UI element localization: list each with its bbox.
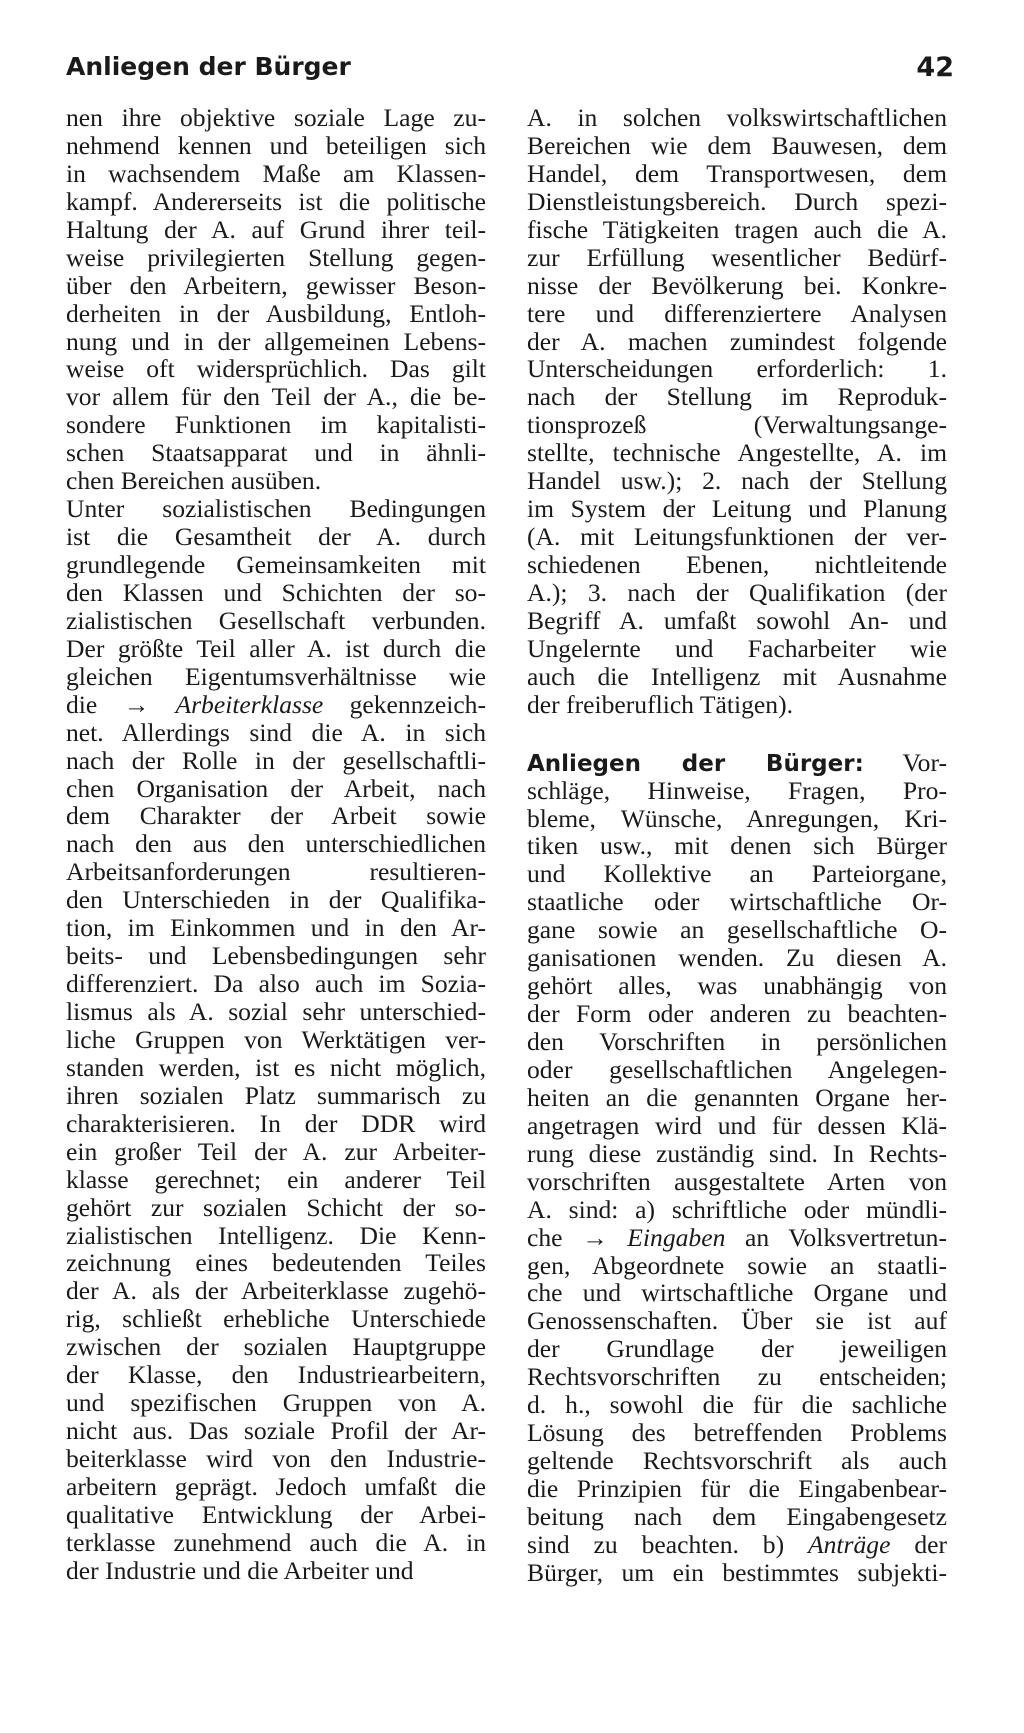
text-line: Dienstleistungsbereich. Durch spezi- [527,186,947,216]
text-line: d. h., sowohl die für die sachliche [527,1390,947,1420]
text-line: nach der Stellung im Reproduk- [527,382,947,412]
text-line: schiedenen Ebenen, nichtleitende [527,550,947,579]
text-line: ihren sozialen Platz summarisch zu [66,1080,486,1110]
text-line: Der größte Teil aller A. ist durch die [66,633,486,663]
text-line: der Form oder anderen zu beachten- [527,999,947,1029]
text-line: der Grundlage der jeweiligen [527,1334,947,1364]
text-line: den Vorschriften in persönlichen [527,1027,947,1056]
text-line: gen, Abgeordnete sowie an staatli- [527,1250,947,1280]
text-line: charakterisieren. In der DDR wird [66,1108,486,1138]
text-line: lismus als A. sozial sehr unterschied- [66,997,486,1026]
text-line: staatliche oder wirtschaftliche Or- [527,887,947,917]
text-line: Begriff A. umfaßt sowohl An- und [527,605,947,635]
line-text: gekennzeich- [323,689,486,719]
text-line: über den Arbeitern, gewisser Beson- [66,270,486,300]
text-line: nung und in der allgemeinen Lebens- [66,326,486,356]
right-column [527,104,947,1587]
text-line: derheiten in der Ausbildung, Entloh- [66,298,486,328]
text-line [527,1224,947,1252]
text-line: Rechtsvorschriften zu entscheiden; [527,1362,947,1392]
text-line: Lösung des betreffenden Problems [527,1418,947,1448]
text-line: ein großer Teil der A. zur Arbeiter- [66,1136,486,1166]
text-line: tiken usw., mit denen sich Bürger [527,831,947,861]
text-line: terklasse zunehmend auch die A. in [66,1527,486,1557]
text-line: Arbeitsanforderungen resultieren- [66,857,486,887]
text-line: bleme, Wünsche, Anregungen, Kri- [527,803,947,833]
line-text: sind zu beachten. b) [527,1529,808,1559]
text-line: Genossenschaften. Über sie ist auf [527,1306,947,1336]
text-line: nach den aus den unterschiedlichen [66,829,486,859]
text-line: den Unterschieden in der Qualifika- [66,885,486,915]
text-line: A. in solchen volkswirtschaftlichen [527,103,947,132]
running-head: Anliegen der Bürger [66,52,351,81]
cross-reference-arrow: → [582,1222,628,1252]
text-line: chen Organisation der Arbeit, nach [66,773,486,803]
text-line: beiterklasse wird von den Industrie- [66,1444,486,1473]
text-line: nen ihre objektive soziale Lage zu- [66,103,486,132]
cross-reference-arrow: → [123,689,176,719]
text-line: oder gesellschaftlichen Angelegen- [527,1054,947,1084]
text-line: schläge, Hinweise, Fragen, Pro- [527,775,947,805]
text-line: schen Staatsapparat und in ähnli- [66,438,486,468]
text-line: und Kollektive an Parteiorgane, [527,859,947,889]
text-line: zialistischen Intelligenz. Die Kenn- [66,1220,486,1250]
text-line: gane sowie an gesellschaftliche O- [527,915,947,945]
text-line: differenziert. Da also auch im Sozia- [66,969,486,999]
text-line: tere und differenziertere Analysen [527,298,947,328]
text-line: beits- und Lebensbedingungen sehr [66,941,486,971]
line-text: der [890,1529,948,1559]
text-line: tionsprozeß (Verwaltungsange- [527,410,947,440]
text-line: nehmend kennen und beteiligen sich [66,130,486,160]
text-line: (A. mit Leitungsfunktionen der ver- [527,522,947,552]
text-line: zialistischen Gesellschaft verbunden. [66,605,486,635]
text-line: der Klasse, den Industriearbeitern, [66,1360,486,1390]
text-line: gleichen Eigentumsverhältnisse wie [66,661,486,691]
text-line: die Prinzipien für die Eingabenbear- [527,1474,947,1503]
text-line: qualitative Entwicklung der Arbei- [66,1499,486,1529]
text-line: geltende Rechtsvorschrift als auch [527,1446,947,1476]
text-line [527,1531,947,1559]
text-line: der freiberuflich Tätigen). [527,689,793,719]
text-line: nicht aus. Das soziale Profil der Ar- [66,1416,486,1446]
text-line: heiten an die genannten Organe her- [527,1082,947,1112]
entry-gap [527,719,947,749]
left-column [66,104,486,1585]
cross-reference-eingaben: Eingaben [627,1222,726,1252]
line-text: Vor- [863,747,947,777]
text-line: tion, im Einkommen und in den Ar- [66,913,486,943]
text-line: Handel usw.); 2. nach der Stellung [527,466,947,496]
text-line: liche Gruppen von Werktätigen ver- [66,1024,486,1054]
cross-reference-arbeiterklasse: Arbeiterklasse [175,689,324,719]
text-line: und spezifischen Gruppen von A. [66,1388,486,1418]
text-line: sondere Funktionen im kapitalisti- [66,410,486,440]
text-line: auch die Intelligenz mit Ausnahme [527,661,947,691]
line-text: an Volksvertretun- [725,1222,947,1252]
text-line: in wachsendem Maße am Klassen- [66,158,486,188]
text-line: Bürger, um ein bestimmtes subjekti- [527,1557,947,1587]
text-line: ist die Gesamtheit der A. durch [66,522,486,552]
text-line: Handel, dem Transportwesen, dem [527,158,947,188]
text-line: stellte, technische Angestellte, A. im [527,438,947,468]
text-line: fische Tätigkeiten tragen auch die A. [527,214,947,244]
text-line: der Industrie und die Arbeiter und [66,1555,414,1585]
text-line: Ungelernte und Facharbeiter wie [527,633,947,663]
text-line: Unterscheidungen erforderlich: 1. [527,354,947,384]
text-line: dem Charakter der Arbeit sowie [66,801,486,831]
text-line: weise oft widersprüchlich. Das gilt [66,354,486,384]
line-text: che [527,1222,583,1252]
text-line: vor allem für den Teil der A., die be- [66,382,486,412]
text-line: standen werden, ist es nicht möglich, [66,1052,486,1082]
text-line: che und wirtschaftliche Organe und [527,1278,947,1308]
text-line: zur Erfüllung wesentlicher Bedürf- [527,242,947,272]
page-header [66,48,954,88]
entry-heading-line [527,749,947,777]
text-line: zwischen der sozialen Hauptgruppe [66,1332,486,1362]
page-number: 42 [916,52,954,83]
text-line: rung diese zuständig sind. In Rechts- [527,1138,947,1168]
text-line: grundlegende Gemeinsamkeiten mit [66,550,486,579]
text-line: im System der Leitung und Planung [527,494,947,524]
text-line: Haltung der A. auf Grund ihrer teil- [66,214,486,244]
text-line: der A. machen zumindest folgende [527,326,947,356]
text-line: beitung nach dem Eingabengesetz [527,1501,947,1531]
text-line: zeichnung eines bedeutenden Teiles [66,1248,486,1278]
text-line: Bereichen wie dem Bauwesen, dem [527,130,947,160]
text-line: Unter sozialistischen Bedingungen [66,494,486,524]
text-line: nach der Rolle in der gesellschaftli- [66,745,486,775]
text-line: nisse der Bevölkerung bei. Konkre- [527,270,947,300]
text-line: der A. als der Arbeiterklasse zugehö- [66,1276,486,1306]
text-line: arbeitern geprägt. Jedoch umfaßt die [66,1471,486,1501]
text-line: A. sind: a) schriftliche oder mündli- [527,1194,947,1224]
text-line: rig, schließt erhebliche Unterschiede [66,1304,486,1334]
text-line: gehört alles, was unabhängig von [527,971,947,1001]
text-line: weise privilegierten Stellung gegen- [66,242,486,272]
text-line: gehört zur sozialen Schicht der so- [66,1192,486,1222]
text-line: A.); 3. nach der Qualifikation (der [527,577,947,607]
text-line: vorschriften ausgestaltete Arten von [527,1166,947,1196]
entry-term: Anliegen der Bürger: [527,750,864,777]
emphasis-antraege: Anträge [807,1529,891,1559]
text-line: net. Allerdings sind die A. in sich [66,717,486,747]
line-text: die [66,689,124,719]
text-line: kampf. Andererseits ist die politische [66,186,486,216]
text-line: ganisationen wenden. Zu diesen A. [527,943,947,973]
text-line: klasse gerechnet; ein anderer Teil [66,1164,486,1194]
text-line [66,691,486,719]
text-line: den Klassen und Schichten der so- [66,577,486,607]
text-line: angetragen wird und für dessen Klä- [527,1110,947,1140]
text-line: chen Bereichen ausüben. [66,466,322,496]
